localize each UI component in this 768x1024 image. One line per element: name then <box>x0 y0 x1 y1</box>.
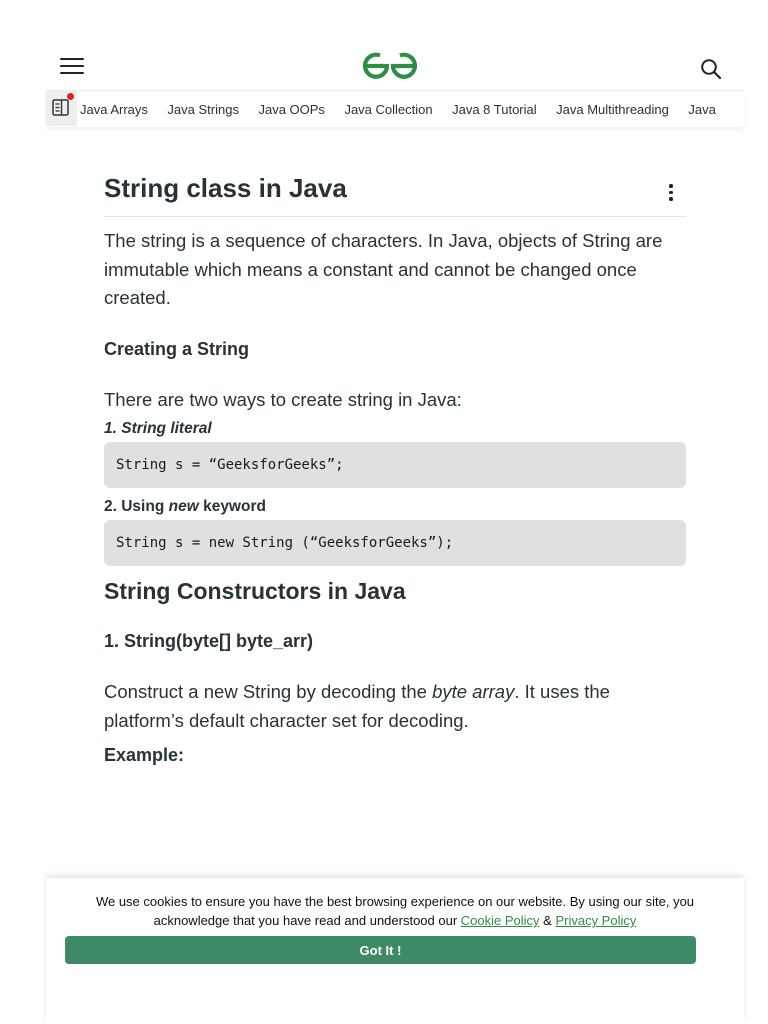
subnav-item-java-arrays[interactable]: Java Arrays <box>80 101 148 117</box>
cookie-policy-link[interactable]: Cookie Policy <box>460 913 540 928</box>
ctor1-desc-prefix: Construct a new String by decoding the <box>104 681 433 702</box>
ctor1-heading: 1. String(byte[] byte_arr) <box>104 631 314 651</box>
way1-label: 1. String literal <box>104 420 212 437</box>
way2-prefix: 2. Using <box>104 498 169 515</box>
code-block-literal: String s = “GeeksforGeeks”; <box>104 442 686 488</box>
geeksforgeeks-logo[interactable] <box>360 50 420 82</box>
cookie-text <box>66 892 724 930</box>
way2-keyword: new <box>168 498 199 515</box>
search-icon[interactable] <box>700 58 722 80</box>
got-it-button[interactable]: Got It ! <box>65 936 696 964</box>
notification-dot <box>67 93 74 100</box>
ctor1-desc-suffix: . It uses the platform’s default character set for decoding. <box>104 681 610 731</box>
site-header <box>46 38 744 90</box>
subnav-item-java[interactable]: Java <box>688 101 716 117</box>
code-block-new: String s = new String (“GeeksforGeeks”); <box>104 520 686 566</box>
subnav-item-java-8-tutorial[interactable]: Java 8 Tutorial <box>452 101 537 117</box>
ctor1-description <box>104 678 686 735</box>
subnav-item-java-oops[interactable]: Java OOPs <box>258 101 325 117</box>
article <box>104 170 686 766</box>
subnav-item-java-strings[interactable]: Java Strings <box>167 101 239 117</box>
subnav-item-java-multithreading[interactable]: Java Multithreading <box>556 101 669 117</box>
way2-suffix: keyword <box>198 498 266 515</box>
way2-label <box>104 498 686 516</box>
ctor1-desc-em: byte array <box>432 681 515 702</box>
privacy-policy-link[interactable]: Privacy Policy <box>555 913 637 928</box>
cookie-message: We use cookies to ensure you have the best browsing experience on our website. By using our site, you acknowledge that you have read and understood our <box>95 894 695 928</box>
section-heading-creating: Creating a String <box>104 338 250 359</box>
example-label: Example: <box>104 745 185 765</box>
page-viewport <box>46 0 744 1024</box>
intro-paragraph: The string is a sequence of characters. In Java, objects of String are immutable which means a constant and cannot be changed once created. <box>104 230 663 308</box>
table-of-contents-button[interactable] <box>46 91 77 126</box>
kebab-menu-icon[interactable] <box>664 184 678 204</box>
topic-nav-bar <box>46 90 744 127</box>
page-title: String class in Java <box>104 170 686 217</box>
section-heading-constructors: String Constructors in Java <box>104 578 406 604</box>
cookie-amp: & <box>539 913 556 928</box>
subnav-item-java-collection[interactable]: Java Collection <box>344 101 433 117</box>
ways-paragraph: There are two ways to create string in Java: <box>104 388 462 410</box>
cookie-banner <box>46 878 744 1024</box>
hamburger-menu-icon[interactable] <box>60 58 86 78</box>
subnav-items <box>80 91 735 127</box>
